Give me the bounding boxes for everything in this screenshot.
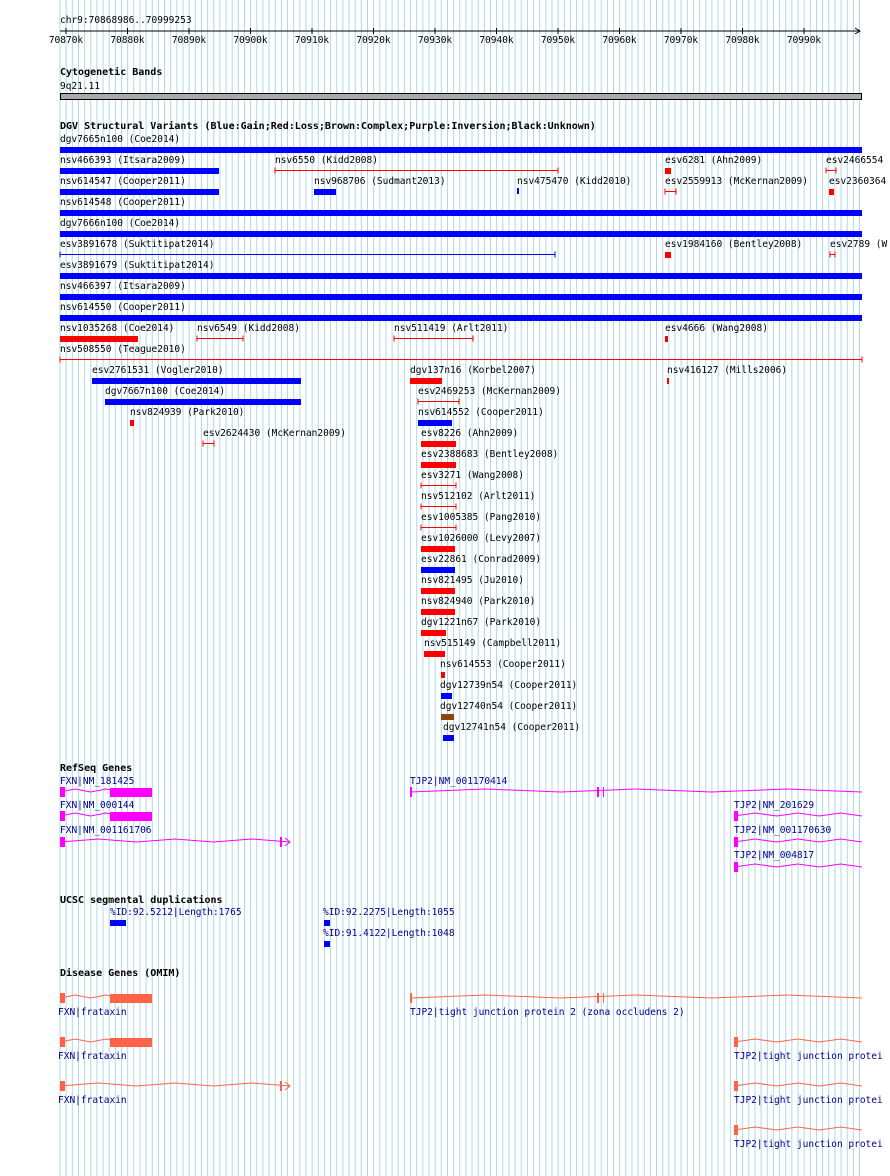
dgv-variant-label: esv8226 (Ahn2009) xyxy=(421,428,519,439)
dgv-variant-span[interactable] xyxy=(420,482,457,489)
dgv-variant-bar[interactable] xyxy=(60,189,219,195)
dgv-variant-label: dgv12741n54 (Cooper2011) xyxy=(443,722,581,733)
dgv-variant-bar[interactable] xyxy=(421,567,455,573)
dgv-variant-label: esv2466554 xyxy=(826,155,884,166)
dgv-variant-bar[interactable] xyxy=(60,336,138,342)
ruler-tick-label: 70920k xyxy=(356,35,391,46)
cytoband-band[interactable] xyxy=(60,93,862,100)
dgv-variant-label: nsv416127 (Mills2006) xyxy=(667,365,788,376)
dgv-variant-bar[interactable] xyxy=(421,609,455,615)
dgv-variant-label: nsv968706 (Sudmant2013) xyxy=(314,176,446,187)
omim-gene-model[interactable] xyxy=(0,1122,890,1138)
dgv-variant-span[interactable] xyxy=(59,356,863,363)
dgv-variant-label: esv1005385 (Pang2010) xyxy=(421,512,542,523)
dgv-variant-bar[interactable] xyxy=(421,630,446,636)
dgv-variant-label: dgv1221n67 (Park2010) xyxy=(421,617,542,628)
dgv-variant-label: esv1984160 (Bentley2008) xyxy=(665,239,803,250)
dgv-variant-span[interactable] xyxy=(420,524,457,531)
dgv-variant-label: esv3891678 (Suktitipat2014) xyxy=(60,239,215,250)
dgv-variant-bar[interactable] xyxy=(130,420,134,426)
dgv-variant-bar[interactable] xyxy=(424,651,445,657)
dgv-variant-label: esv3891679 (Suktitipat2014) xyxy=(60,260,215,271)
segdup-label: %ID:92.2275|Length:1055 xyxy=(323,907,455,918)
refseq-track-title: RefSeq Genes xyxy=(60,763,133,774)
omim-gene-model[interactable] xyxy=(0,1078,890,1094)
dgv-variant-label: nsv824939 (Park2010) xyxy=(130,407,245,418)
segdup-bar[interactable] xyxy=(110,920,126,926)
dgv-variant-label: nsv6550 (Kidd2008) xyxy=(275,155,378,166)
segdup-label: %ID:91.4122|Length:1048 xyxy=(323,928,455,939)
refseq-gene-label: FXN|NM_000144 xyxy=(60,800,135,811)
dgv-variant-label: esv6281 (Ahn2009) xyxy=(665,155,763,166)
refseq-gene-label: TJP2|NM_004817 xyxy=(734,850,815,861)
dgv-variant-bar[interactable] xyxy=(60,231,862,237)
omim-track-title: Disease Genes (OMIM) xyxy=(60,968,181,979)
segdup-bar[interactable] xyxy=(324,920,330,926)
dgv-variant-span[interactable] xyxy=(417,398,460,405)
omim-gene-label: TJP2|tight junction protei xyxy=(734,1095,883,1106)
dgv-variant-span[interactable] xyxy=(393,335,474,342)
dgv-track-title: DGV Structural Variants (Blue:Gain;Red:Loss;Brown:Complex;Purple:Inversion;Black:Unknown) xyxy=(60,121,596,132)
dgv-variant-label: esv22861 (Conrad2009) xyxy=(421,554,542,565)
dgv-variant-bar[interactable] xyxy=(421,441,456,447)
dgv-variant-label: esv1026000 (Levy2007) xyxy=(421,533,542,544)
dgv-variant-label: esv2360364 xyxy=(829,176,887,187)
omim-gene-model[interactable] xyxy=(0,990,890,1006)
dgv-variant-bar[interactable] xyxy=(441,672,445,678)
refseq-gene-model[interactable] xyxy=(0,784,890,800)
dgv-variant-label: nsv614553 (Cooper2011) xyxy=(440,659,566,670)
dgv-variant-label: esv2469253 (McKernan2009) xyxy=(418,386,561,397)
dgv-variant-span[interactable] xyxy=(825,167,837,174)
omim-gene-label: TJP2|tight junction protei xyxy=(734,1139,883,1150)
dgv-variant-bar[interactable] xyxy=(421,588,455,594)
refseq-gene-label: TJP2|NM_001170414 xyxy=(410,776,508,787)
dgv-variant-label: esv2761531 (Vogler2010) xyxy=(92,365,224,376)
omim-gene-label: TJP2|tight junction protei xyxy=(734,1051,883,1062)
dgv-variant-label: dgv12740n54 (Cooper2011) xyxy=(440,701,578,712)
dgv-variant-label: esv4666 (Wang2008) xyxy=(665,323,768,334)
dgv-variant-label: nsv6549 (Kidd2008) xyxy=(197,323,300,334)
dgv-variant-label: nsv614547 (Cooper2011) xyxy=(60,176,186,187)
dgv-variant-label: nsv614548 (Cooper2011) xyxy=(60,197,186,208)
ruler-tick-label: 70930k xyxy=(417,35,453,46)
dgv-variant-label: esv3271 (Wang2008) xyxy=(421,470,524,481)
dgv-variant-label: esv2388683 (Bentley2008) xyxy=(421,449,559,460)
dgv-variant-label: nsv466393 (Itsara2009) xyxy=(60,155,186,166)
dgv-variant-bar[interactable] xyxy=(665,168,671,174)
omim-gene-label: FXN|frataxin xyxy=(58,1095,127,1106)
dgv-variant-bar[interactable] xyxy=(421,462,456,468)
refseq-gene-label: FXN|NM_001161706 xyxy=(60,825,152,836)
refseq-gene-model[interactable] xyxy=(0,859,890,875)
dgv-variant-bar[interactable] xyxy=(60,147,862,153)
ruler-tick-label: 70890k xyxy=(171,35,207,46)
dgv-variant-label: nsv614552 (Cooper2011) xyxy=(418,407,544,418)
dgv-variant-span[interactable] xyxy=(59,251,556,258)
coordinate-label: chr9:70868986..70999253 xyxy=(60,15,192,26)
dgv-variant-span[interactable] xyxy=(196,335,244,342)
ruler-tick-label: 70900k xyxy=(233,35,268,46)
ruler-tick-label: 70870k xyxy=(48,35,84,46)
dgv-variant-bar[interactable] xyxy=(665,252,671,258)
dgv-variant-label: nsv821495 (Ju2010) xyxy=(421,575,524,586)
dgv-variant-bar[interactable] xyxy=(60,273,862,279)
ruler-tick-label: 70880k xyxy=(110,35,145,46)
dgv-variant-bar[interactable] xyxy=(60,210,862,216)
dgv-variant-bar[interactable] xyxy=(665,336,668,342)
dgv-variant-bar[interactable] xyxy=(60,294,862,300)
ruler-tick-label: 70910k xyxy=(294,35,330,46)
dgv-variant-label: dgv12739n54 (Cooper2011) xyxy=(440,680,578,691)
dgv-variant-label: nsv515149 (Campbell2011) xyxy=(424,638,562,649)
dgv-variant-label: dgv7667n100 (Coe2014) xyxy=(105,386,226,397)
dgv-variant-bar[interactable] xyxy=(314,189,336,195)
segdup-label: %ID:92.5212|Length:1765 xyxy=(110,907,242,918)
dgv-variant-bar[interactable] xyxy=(443,735,454,741)
dgv-variant-label: dgv137n16 (Korbel2007) xyxy=(410,365,536,376)
dgv-variant-bar[interactable] xyxy=(441,714,454,720)
ruler-tick-label: 70980k xyxy=(725,35,760,46)
dgv-variant-bar[interactable] xyxy=(517,188,519,194)
refseq-gene-label: TJP2|NM_201629 xyxy=(734,800,815,811)
segdup-track-title: UCSC segmental duplications xyxy=(60,895,223,906)
ruler-tick-label: 70960k xyxy=(602,35,637,46)
dgv-variant-label: dgv7666n100 (Coe2014) xyxy=(60,218,181,229)
dgv-variant-label: nsv824940 (Park2010) xyxy=(421,596,536,607)
refseq-gene-label: TJP2|NM_001170630 xyxy=(734,825,832,836)
dgv-variant-span[interactable] xyxy=(274,167,559,174)
segdup-bar[interactable] xyxy=(324,941,330,947)
omim-gene-label: FXN|frataxin xyxy=(58,1007,127,1018)
refseq-gene-model[interactable] xyxy=(0,834,890,850)
omim-gene-label: TJP2|tight junction protein 2 (zona occludens 2) xyxy=(410,1007,685,1018)
dgv-variant-label: nsv511419 (Arlt2011) xyxy=(394,323,509,334)
dgv-variant-bar[interactable] xyxy=(410,378,442,384)
dgv-variant-label: nsv466397 (Itsara2009) xyxy=(60,281,186,292)
ruler-tick-label: 70970k xyxy=(663,35,699,46)
omim-gene-model[interactable] xyxy=(0,1034,890,1050)
ruler-tick-label: 70940k xyxy=(479,35,514,46)
dgv-variant-bar[interactable] xyxy=(92,378,301,384)
omim-gene-label: FXN|frataxin xyxy=(58,1051,127,1062)
dgv-variant-label: nsv475470 (Kidd2010) xyxy=(517,176,632,187)
dgv-variant-span[interactable] xyxy=(829,251,836,258)
ruler-tick-label: 70990k xyxy=(786,35,822,46)
dgv-variant-label: nsv614550 (Cooper2011) xyxy=(60,302,186,313)
dgv-variant-bar[interactable] xyxy=(60,315,862,321)
dgv-variant-bar[interactable] xyxy=(60,168,219,174)
dgv-variant-bar[interactable] xyxy=(667,378,669,384)
refseq-gene-model[interactable] xyxy=(0,808,890,824)
dgv-variant-bar[interactable] xyxy=(105,399,301,405)
cytoband-track-title: Cytogenetic Bands xyxy=(60,67,163,78)
dgv-variant-bar[interactable] xyxy=(418,420,452,426)
cytoband-label: 9q21.11 xyxy=(60,81,101,92)
dgv-variant-label: dgv7665n100 (Coe2014) xyxy=(60,134,181,145)
dgv-variant-label: nsv512102 (Arlt2011) xyxy=(421,491,536,502)
dgv-variant-label: nsv508550 (Teague2010) xyxy=(60,344,186,355)
dgv-variant-label: esv2559913 (McKernan2009) xyxy=(665,176,808,187)
refseq-gene-label: FXN|NM_181425 xyxy=(60,776,135,787)
ruler-tick-label: 70950k xyxy=(540,35,576,46)
dgv-variant-span[interactable] xyxy=(202,440,215,447)
dgv-variant-label: nsv1035268 (Coe2014) xyxy=(60,323,175,334)
dgv-variant-label: esv2789 (W xyxy=(830,239,888,250)
dgv-variant-bar[interactable] xyxy=(829,189,834,195)
dgv-variant-bar[interactable] xyxy=(421,546,455,552)
dgv-variant-span[interactable] xyxy=(664,188,677,195)
dgv-variant-span[interactable] xyxy=(420,503,457,510)
dgv-variant-label: esv2624430 (McKernan2009) xyxy=(203,428,346,439)
dgv-variant-bar[interactable] xyxy=(441,693,452,699)
